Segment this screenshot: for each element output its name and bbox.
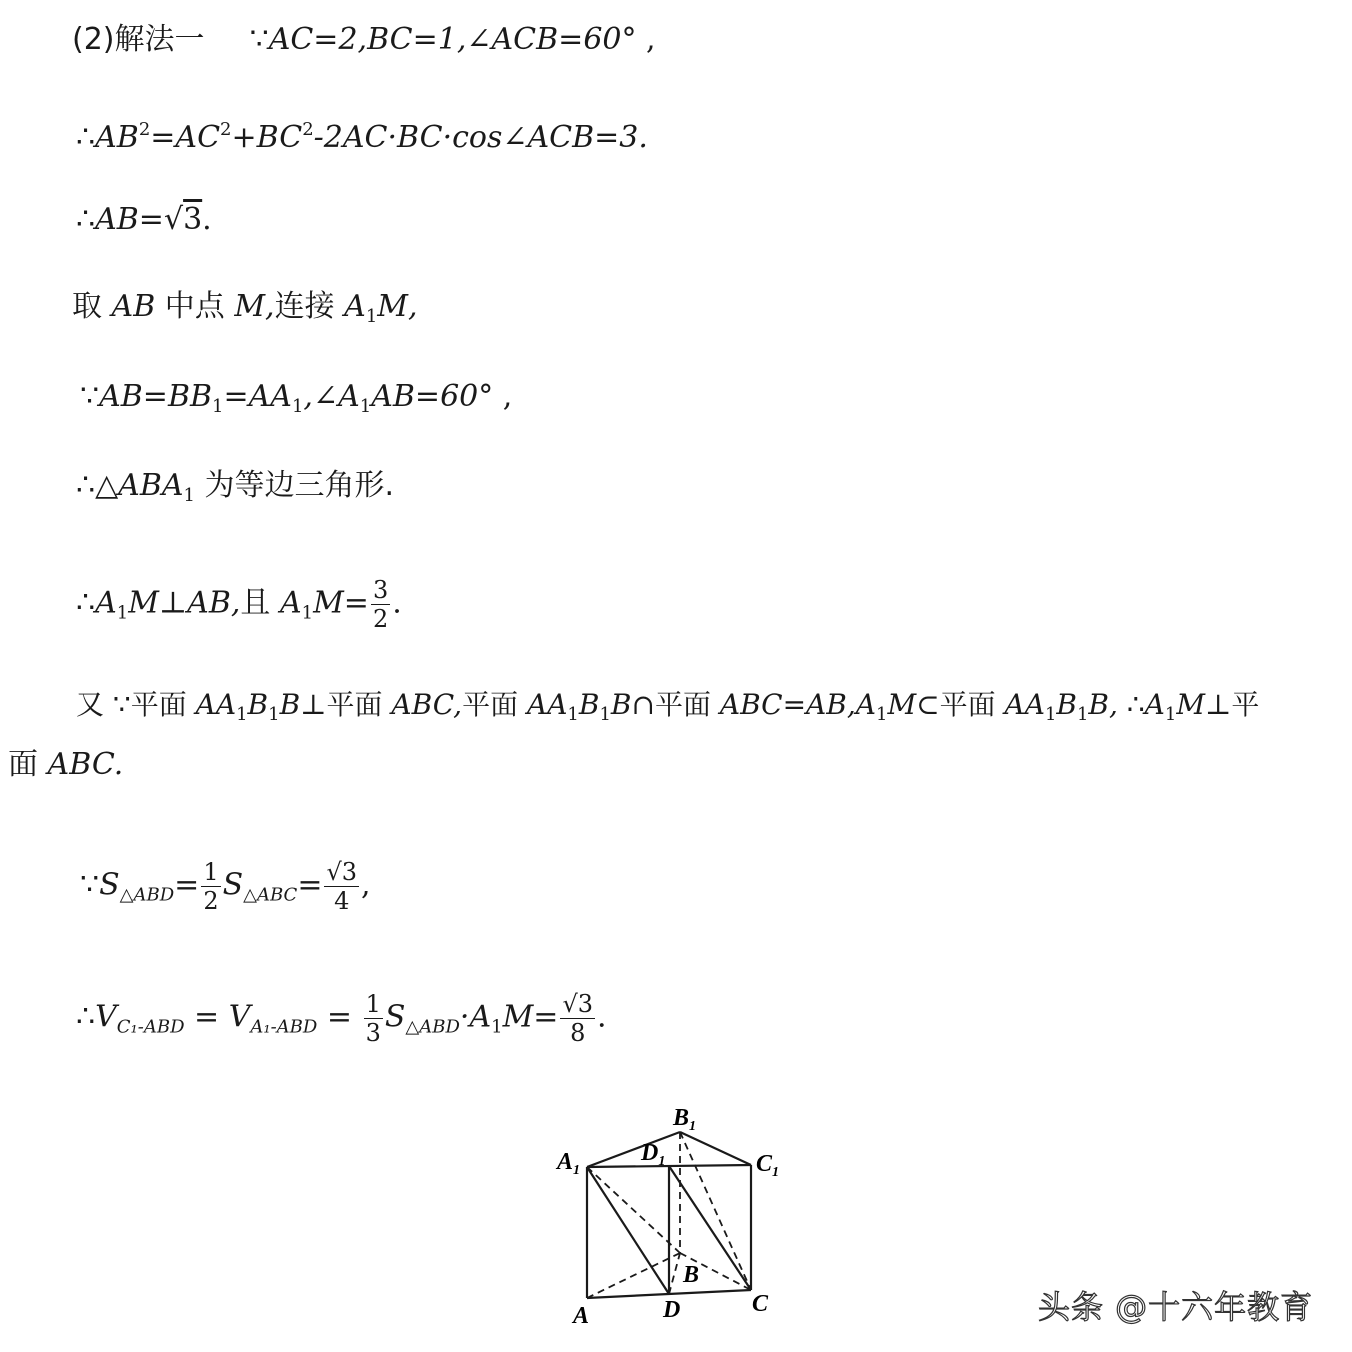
edge-a1-b1 (587, 1132, 680, 1167)
numerator: 1 (365, 990, 381, 1018)
math-text: M, (377, 289, 418, 324)
fraction (324, 858, 359, 915)
subscript: 1 (599, 704, 611, 725)
math-text: ABC, (391, 688, 463, 721)
math-text: AB (111, 289, 156, 324)
math-text: B (578, 688, 600, 721)
chinese-text: 连接 (274, 289, 345, 324)
math-text: AA (526, 688, 568, 721)
watermark: 头条 @十六年教育 (1038, 1288, 1314, 1326)
math-text: A (344, 289, 366, 324)
solution-line-5 (80, 377, 512, 427)
math-text: AB=BB (99, 379, 213, 414)
subscript: 1 (1076, 704, 1089, 725)
therefore-symbol: ∴ (76, 585, 96, 621)
subscript: △ABD (119, 884, 175, 906)
therefore-symbol: ∴ (76, 202, 96, 237)
punctuation: , (493, 379, 513, 414)
fraction (364, 990, 383, 1047)
math-text: V (95, 999, 117, 1035)
solution-line-10 (80, 858, 371, 916)
punctuation: . (202, 202, 212, 237)
therefore-symbol: ∴ (76, 120, 96, 155)
math-text: = (174, 867, 200, 903)
subscript: 1 (1044, 704, 1057, 725)
subscript: 1 (567, 704, 579, 725)
math-text: M= (313, 585, 369, 621)
because-symbol: ∵ (80, 379, 100, 414)
solution-line-9 (8, 745, 123, 785)
math-text: M⊥AB, (128, 585, 241, 621)
because-symbol: ∵ (249, 22, 269, 57)
numerator: 1 (203, 858, 219, 886)
punctuation: . (392, 585, 402, 621)
subscript: A₁-ABD (250, 1016, 318, 1038)
math-text: AB= (95, 202, 164, 237)
math-text: AB=60° (371, 379, 494, 414)
math-text: M, (234, 289, 275, 324)
subscript: 1 (268, 704, 280, 725)
chinese-text: 为等边三角形. (195, 468, 395, 503)
subscript: 1 (236, 704, 248, 725)
solution-line-11 (76, 990, 607, 1048)
chinese-text: 取 (72, 289, 112, 324)
denominator: 4 (334, 887, 350, 915)
math-text: S (99, 867, 120, 903)
prism-solid-edges (587, 1132, 751, 1298)
superscript: 2 (138, 119, 151, 140)
punctuation: , (361, 867, 371, 903)
subscript: C₁-ABD (116, 1016, 185, 1038)
chinese-text: 面 (8, 747, 48, 782)
chinese-text: 平面 (462, 688, 527, 721)
method-heading: (2)解法一 (72, 22, 205, 57)
math-text: B∩ (610, 688, 655, 721)
label-c: C (752, 1291, 769, 1317)
chinese-text: 中点 (155, 289, 235, 324)
math-text: =AC (150, 120, 221, 155)
solution-line-6 (76, 466, 394, 516)
prism-figure (545, 1095, 805, 1335)
math-text: AA (195, 688, 237, 721)
math-text: = V (184, 999, 251, 1035)
subscript: 1 (183, 485, 195, 506)
label-a1: $A_1$ (557, 1149, 581, 1178)
solution-line-8 (76, 685, 1259, 735)
math-text: B (247, 688, 269, 721)
math-text: =AA (223, 379, 292, 414)
math-text: ABC=AB,A (719, 688, 876, 721)
label-a: A (573, 1303, 590, 1329)
solution-line-1 (72, 20, 656, 60)
segment-d1-c (669, 1166, 751, 1290)
math-text: M⊂ (887, 688, 940, 721)
fraction (201, 858, 220, 915)
radical-sign: √ (163, 202, 184, 237)
subscript: 1 (491, 1016, 503, 1038)
chinese-text: 平面 (654, 688, 720, 721)
math-text: ABC. (47, 747, 124, 782)
because-symbol: ∵ (80, 867, 100, 903)
subscript: 1 (116, 602, 129, 624)
math-text: B⊥ (279, 688, 327, 721)
chinese-text: 平面 (130, 688, 196, 721)
subscript: 1 (291, 396, 304, 417)
math-text: -2AC·BC·cos∠ACB=3. (313, 120, 648, 155)
denominator: 2 (372, 605, 389, 633)
given-conditions: AC=2,BC=1,∠ACB=60° (268, 22, 637, 57)
subscript: 1 (301, 602, 314, 624)
subscript: 1 (365, 306, 378, 327)
punctuation: . (597, 999, 607, 1035)
math-text: +BC (231, 120, 303, 155)
label-b: B (683, 1262, 700, 1288)
superscript: 2 (220, 119, 232, 140)
fraction (560, 990, 595, 1047)
chinese-text: 又 (76, 688, 113, 721)
math-text: AA (1004, 688, 1045, 721)
therefore-symbol: ∴ (76, 999, 96, 1035)
math-text: A (1144, 688, 1165, 721)
math-text: S (222, 867, 244, 903)
label-d1: $D_1$ (641, 1140, 666, 1169)
segment-d-b (669, 1253, 680, 1294)
math-text: △ABA (95, 468, 184, 503)
numerator: √3 (562, 990, 593, 1018)
math-text: ,∠A (303, 379, 360, 414)
math-text: A (279, 585, 302, 621)
label-d: D (663, 1297, 681, 1323)
label-c1: $C_1$ (756, 1151, 780, 1180)
subscript: △ABC (243, 884, 298, 906)
chinese-text: 平 (1231, 688, 1260, 721)
because-symbol: ∵ (112, 688, 131, 721)
radicand: 3 (183, 202, 203, 237)
subscript: 1 (212, 396, 224, 417)
solution-line-3 (76, 200, 212, 240)
math-text: S (384, 999, 406, 1035)
subscript: 1 (875, 704, 888, 725)
square-root (164, 202, 202, 237)
numerator: 3 (372, 576, 389, 604)
math-text: M= (502, 999, 559, 1035)
edge-b1-c1 (680, 1132, 751, 1165)
solution-line-7 (76, 576, 402, 634)
math-text: A (95, 585, 117, 621)
numerator: √3 (326, 858, 358, 886)
subscript: 1 (1164, 704, 1177, 725)
chinese-text: 平面 (939, 688, 1005, 721)
punctuation: , (636, 22, 656, 57)
math-text: M⊥ (1176, 688, 1232, 721)
solution-line-4 (72, 287, 418, 337)
subscript: △ABD (405, 1016, 460, 1038)
chinese-text: 且 (240, 585, 280, 621)
solution-line-2 (76, 110, 648, 158)
chinese-text: 平面 (326, 688, 392, 721)
denominator: 8 (570, 1019, 586, 1047)
math-text: ·A (459, 999, 492, 1035)
segment-a1-d (587, 1167, 669, 1294)
denominator: 2 (203, 887, 219, 915)
math-text: B, (1088, 688, 1127, 721)
label-b1: $B_1$ (673, 1105, 697, 1134)
therefore-symbol: ∴ (76, 468, 96, 503)
math-text: = (297, 867, 323, 903)
superscript: 2 (302, 119, 314, 140)
math-text: B (1056, 688, 1077, 721)
denominator: 3 (365, 1019, 381, 1047)
math-text: = (317, 999, 362, 1035)
math-text: AB (95, 120, 139, 155)
subscript: 1 (359, 396, 372, 417)
fraction (371, 576, 390, 633)
therefore-symbol: ∴ (1126, 688, 1145, 721)
